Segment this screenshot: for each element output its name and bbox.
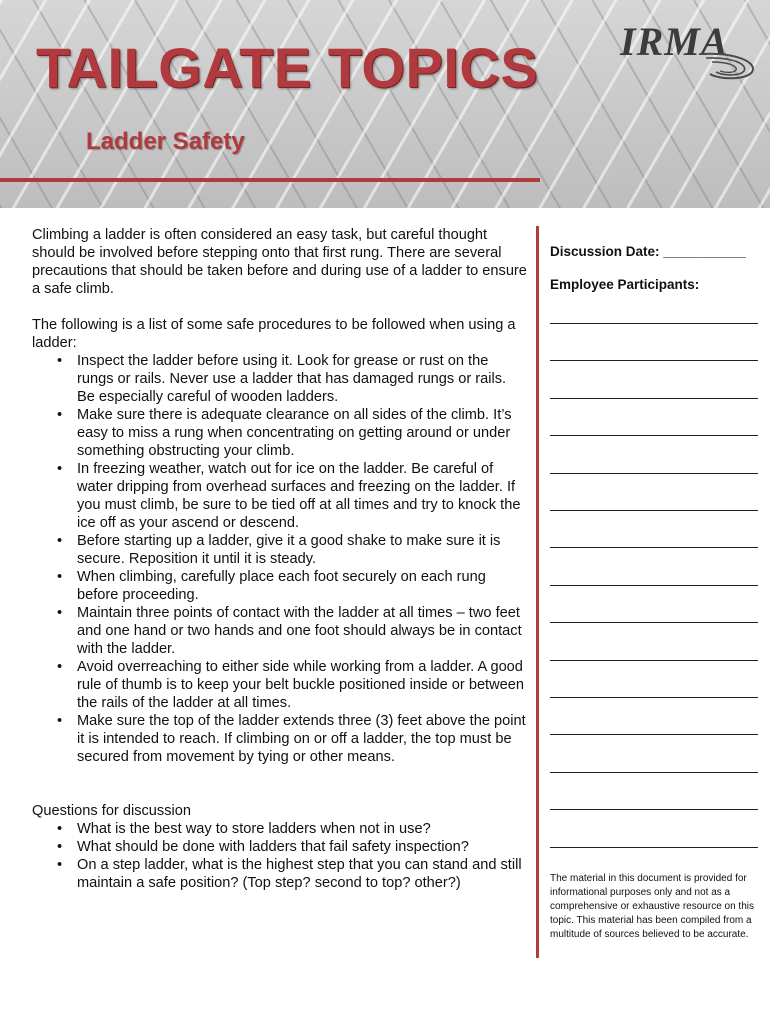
questions-list — [32, 820, 528, 892]
list-item: • Inspect the ladder before using it. Look for grease or rust on the rungs or rails. Never use a ladder that has damaged rungs or rails. Be especially careful of wooden ladders. — [77, 352, 528, 406]
sidebar-divider — [536, 226, 539, 958]
list-item: • On a step ladder, what is the highest step that you can stand and still maintain a safe position? (Top step? second to top? other?) — [77, 856, 528, 892]
list-item: • Before starting up a ladder, give it a good shake to make sure it is secure. Reposition it until it is steady. — [77, 532, 528, 568]
employee-participants-label: Employee Participants: — [550, 277, 700, 292]
participant-line[interactable] — [550, 622, 758, 623]
irma-logo — [620, 14, 760, 84]
questions-heading: Questions for discussion — [32, 803, 191, 819]
participant-line[interactable] — [550, 697, 758, 698]
participant-line[interactable] — [550, 323, 758, 324]
list-item: • In freezing weather, watch out for ice on the ladder. Be careful of water dripping from overhead surfaces and freezing on the ladder. If you must climb, be sure to be tied off at all times and try to knock the ice off as your ascend or descend. — [77, 460, 528, 532]
swoosh-icon — [640, 44, 760, 84]
participant-line[interactable] — [550, 435, 758, 436]
participant-line[interactable] — [550, 398, 758, 399]
procedures-lead: The following is a list of some safe procedures to be followed when using a ladder: — [32, 317, 516, 351]
participant-line[interactable] — [550, 510, 758, 511]
participant-line[interactable] — [550, 547, 758, 548]
header-banner — [0, 0, 770, 208]
main-content — [32, 226, 528, 892]
disclaimer-text: The material in this document is provided for informational purposes only and not as a comprehensive or exhaustive resource on this topic. This material has been compiled from a multitude of sources believed to be accurate. — [550, 873, 754, 940]
list-item: • Make sure the top of the ladder extends three (3) feet above the point it is intended to reach. If climbing on or off a ladder, the top must be secured from movement by tying or other means. — [77, 712, 528, 766]
page-title: TAILGATE TOPICS — [36, 36, 539, 99]
participant-line[interactable] — [550, 360, 758, 361]
participant-line[interactable] — [550, 809, 758, 810]
discussion-date-field[interactable]: Discussion Date: ___________ — [550, 244, 746, 259]
logo-text: IRMA — [620, 19, 729, 64]
participant-line[interactable] — [550, 772, 758, 773]
procedures-list — [32, 352, 528, 766]
participant-line[interactable] — [550, 847, 758, 848]
list-item: • Avoid overreaching to either side while working from a ladder. A good rule of thumb is to keep your belt buckle positioned inside or between the rails of the ladder at all times. — [77, 658, 528, 712]
list-item: • When climbing, carefully place each foot securely on each rung before proceeding. — [77, 568, 528, 604]
list-item: • Make sure there is adequate clearance on all sides of the climb. It’s easy to miss a rung when concentrating on getting around or under something obstructing your climb. — [77, 406, 528, 460]
participant-line[interactable] — [550, 660, 758, 661]
list-item: • What should be done with ladders that fail safety inspection? — [77, 838, 528, 856]
participant-line[interactable] — [550, 473, 758, 474]
header-divider — [0, 178, 540, 182]
list-item: • What is the best way to store ladders when not in use? — [77, 820, 528, 838]
list-item: • Maintain three points of contact with the ladder at all times – two feet and one hand or two hands and one foot should always be in contact with the ladder. — [77, 604, 528, 658]
page-subtitle: Ladder Safety — [86, 128, 245, 155]
participant-line[interactable] — [550, 585, 758, 586]
intro-paragraph: Climbing a ladder is often considered an easy task, but careful thought should be involved before stepping onto that first rung. There are several precautions that should be taken before and during use of a ladder to ensure a safe climb. — [32, 227, 527, 297]
participant-line[interactable] — [550, 734, 758, 735]
